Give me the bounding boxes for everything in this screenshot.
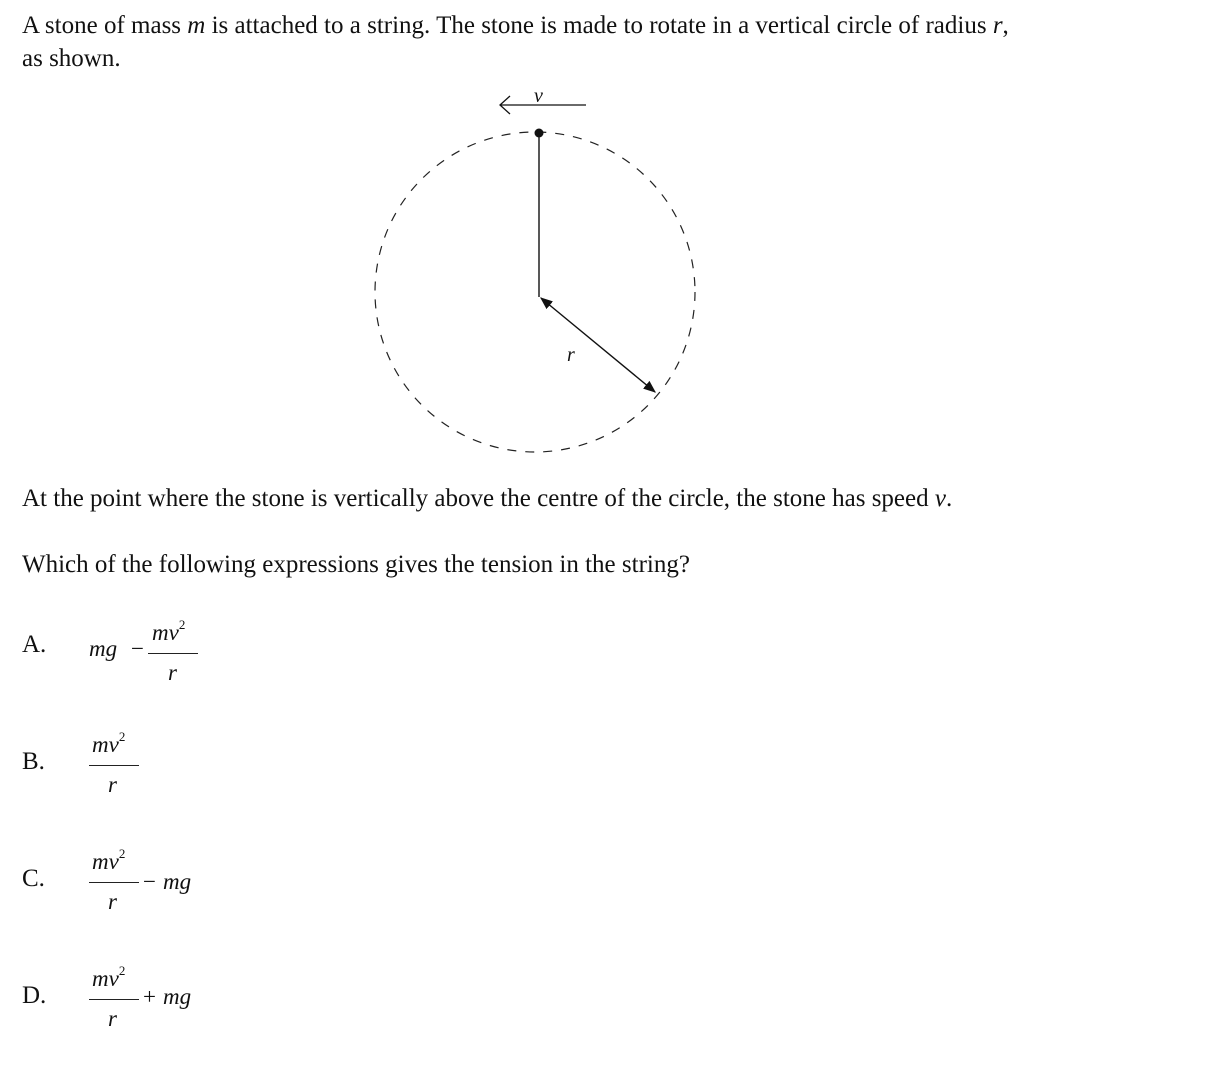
option-denominator: r bbox=[168, 660, 177, 685]
option-letter: B. bbox=[22, 748, 45, 775]
option-denominator: r bbox=[108, 1006, 117, 1031]
option-denominator: r bbox=[108, 889, 117, 914]
option-numerator bbox=[92, 729, 126, 758]
fraction-bar bbox=[89, 999, 139, 1000]
stone-dot bbox=[535, 129, 544, 138]
option-numerator bbox=[92, 846, 126, 875]
option-operator: + bbox=[143, 984, 156, 1009]
numerator-text: mv bbox=[92, 732, 119, 757]
mass-symbol: m bbox=[187, 12, 206, 39]
option-numerator bbox=[152, 617, 186, 646]
intro-line-2: as shown. bbox=[22, 45, 121, 72]
numerator-text: mv bbox=[152, 620, 179, 645]
statement-text: At the point where the stone is vertically above the centre of the circle, the stone has speed bbox=[22, 485, 935, 512]
radius-arrow bbox=[541, 298, 655, 392]
option-letter: C. bbox=[22, 865, 45, 892]
velocity-label: v bbox=[534, 85, 543, 107]
intro-text-c: , bbox=[1002, 12, 1009, 39]
radius-label: r bbox=[567, 344, 575, 366]
intro-line-1 bbox=[22, 9, 1009, 42]
fraction-bar bbox=[148, 653, 198, 654]
intro-text-a: A stone of mass bbox=[22, 12, 188, 39]
exponent: 2 bbox=[118, 729, 126, 744]
intro-text-b: is attached to a string. The stone is made to rotate in a vertical circle of radius bbox=[205, 12, 993, 39]
option-term: mg bbox=[163, 869, 192, 894]
fraction-bar bbox=[89, 765, 139, 766]
option-term: mg bbox=[89, 636, 118, 661]
statement-line bbox=[22, 482, 952, 515]
numerator-text: mv bbox=[92, 849, 119, 874]
option-numerator bbox=[92, 963, 126, 992]
option-term: mg bbox=[163, 984, 192, 1009]
option-denominator: r bbox=[108, 772, 117, 797]
dashed-circle-path bbox=[375, 132, 695, 452]
option-operator: − bbox=[143, 869, 156, 894]
speed-symbol: v bbox=[934, 485, 946, 512]
circle-diagram bbox=[360, 80, 710, 460]
exponent: 2 bbox=[178, 617, 186, 632]
fraction-bar bbox=[89, 882, 139, 883]
option-operator: − bbox=[131, 636, 144, 661]
numerator-text: mv bbox=[92, 966, 119, 991]
exponent: 2 bbox=[118, 963, 126, 978]
option-letter: A. bbox=[22, 631, 47, 658]
radius-symbol: r bbox=[992, 12, 1003, 39]
statement-period: . bbox=[945, 485, 953, 512]
question-prompt: Which of the following expressions gives the tension in the string? bbox=[22, 551, 690, 578]
option-letter: D. bbox=[22, 982, 47, 1009]
velocity-arrow bbox=[500, 96, 586, 114]
exponent: 2 bbox=[118, 846, 126, 861]
